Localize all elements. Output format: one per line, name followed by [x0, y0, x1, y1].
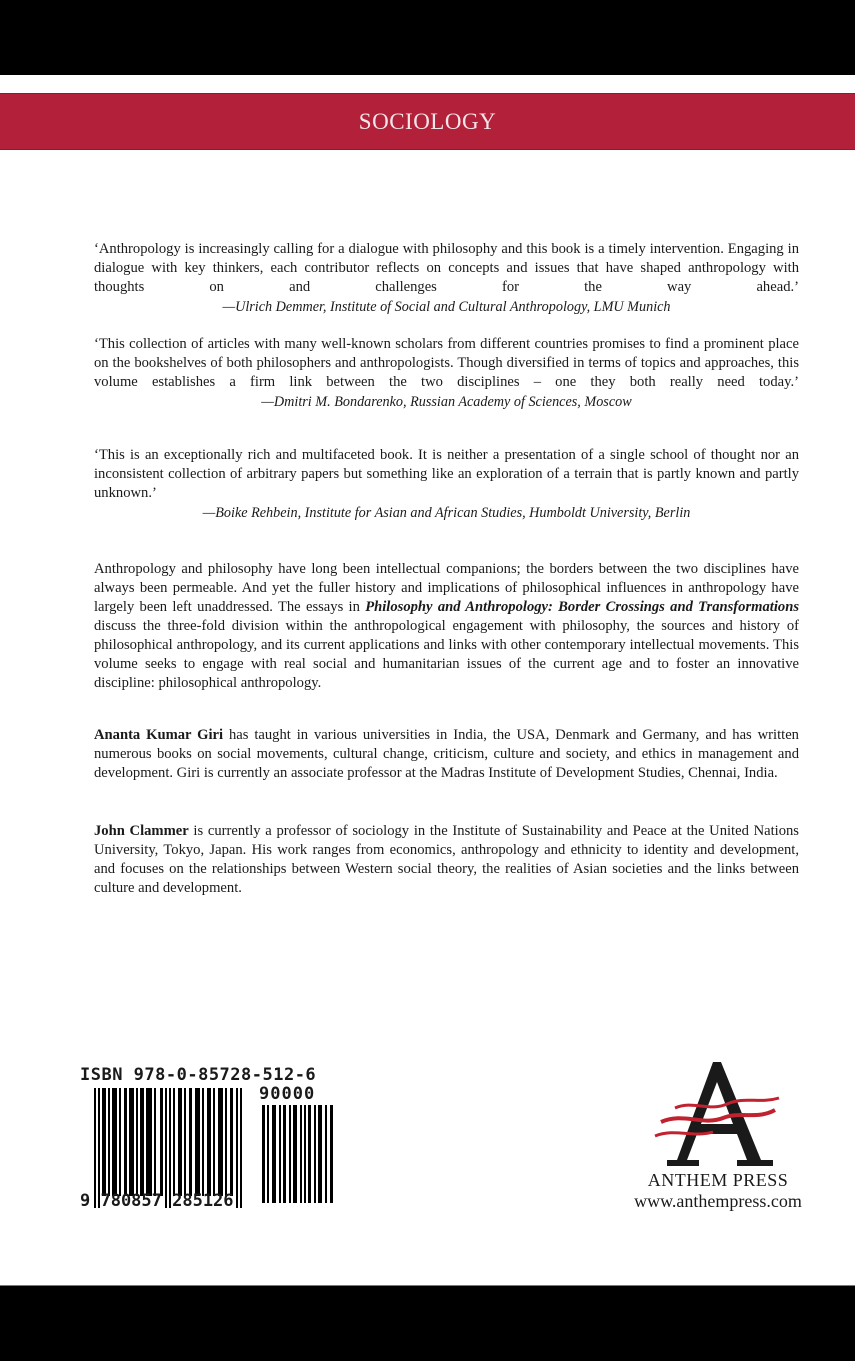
author-bio: has taught in various universities in India, the USA, Denmark and Germany, and has written numerous books on social movements, cultural change, criticism, culture and society, and ethics in management and development. Giri is currently an associate professor at the Madras Institute of Development Studies, Chennai, India.	[94, 727, 799, 781]
endorsement-quote: ‘This collection of articles with many well-known scholars from different countries promises to find a prominent place on the bookshelves of both philosophers and anthropologists. Though diversified in terms of topics and approaches, this volume establishes a firm link between the two disciplines – one they both really need today.’	[94, 336, 799, 391]
publisher-logo	[608, 1060, 828, 1220]
author-name: John Clammer	[94, 823, 189, 839]
bottom-black-border	[0, 1285, 855, 1361]
author-bio: is currently a professor of sociology in the Institute of Sustainability and Peace at the United Nations University, Tokyo, Japan. His work ranges from economics, anthropology and ethnicity to identity and development, and focuses on the relationships between Western social theory, the realities of Asian societies and the links between culture and development.	[94, 823, 799, 896]
book-description	[94, 560, 799, 693]
isbn-barcode	[80, 1065, 340, 1215]
endorsement-attribution: —Ulrich Demmer, Institute of Social and Cultural Anthropology, LMU Munich	[222, 298, 671, 315]
author-bio-1	[94, 726, 799, 783]
category-label: SOCIOLOGY	[358, 108, 497, 134]
anthem-a-logo-icon	[653, 1060, 783, 1168]
endorsement-quote: ‘This is an exceptionally rich and multifaceted book. It is neither a presentation of a single school of thought nor an inconsistent collection of arbitrary papers but something like an exploration of a terrain that is partly known and partly unknown.’	[94, 447, 799, 502]
publisher-name: ANTHEM PRESS	[647, 1170, 789, 1190]
endorsement-1	[94, 240, 799, 317]
author-bio-2	[94, 822, 799, 898]
price-code: 90000	[259, 1084, 316, 1104]
top-black-border	[0, 0, 855, 75]
book-title: Philosophy and Anthropology: Border Crossings and Transformations	[365, 599, 799, 615]
endorsement-attribution: —Boike Rehbein, Institute for Asian and African Studies, Humboldt University, Berlin	[202, 504, 691, 521]
endorsement-3	[94, 446, 799, 523]
category-banner	[0, 93, 855, 150]
publisher-url[interactable]: www.anthempress.com	[634, 1191, 802, 1211]
isbn-label: ISBN 978-0-85728-512-6	[80, 1065, 317, 1085]
endorsement-2	[94, 335, 799, 412]
description-text-1: Anthropology and philosophy have long been intellectual companions; the borders between the two disciplines have always been permeable. And yet the fuller history and implications of philosophical influences in anthropology have largely been left unaddressed. The essays in	[94, 561, 799, 615]
endorsement-quote: ‘Anthropology is increasingly calling for a dialogue with philosophy and this book is a timely intervention. Engaging in dialogue with key thinkers, each contributor reflects on concepts and issues that have shaped anthropology with thoughts on and challenges for the way ahead.’	[94, 241, 799, 296]
addon-barcode-bars-icon	[262, 1105, 335, 1203]
author-name: Ananta Kumar Giri	[94, 727, 224, 743]
ean-digits: 9 780857 285126	[80, 1191, 234, 1211]
barcode-bars-icon	[94, 1088, 242, 1208]
endorsement-attribution: —Dmitri M. Bondarenko, Russian Academy of Sciences, Moscow	[261, 393, 632, 410]
description-text-2: discuss the three-fold division within the anthropological engagement with philosophy, the sources and history of philosophical anthropology, and its current applications and links with other contemporary intellectual movements. This volume seeks to engage with real social and humanitarian issues of the current age and to foster an innovative discipline: philosophical anthropology.	[94, 618, 799, 691]
